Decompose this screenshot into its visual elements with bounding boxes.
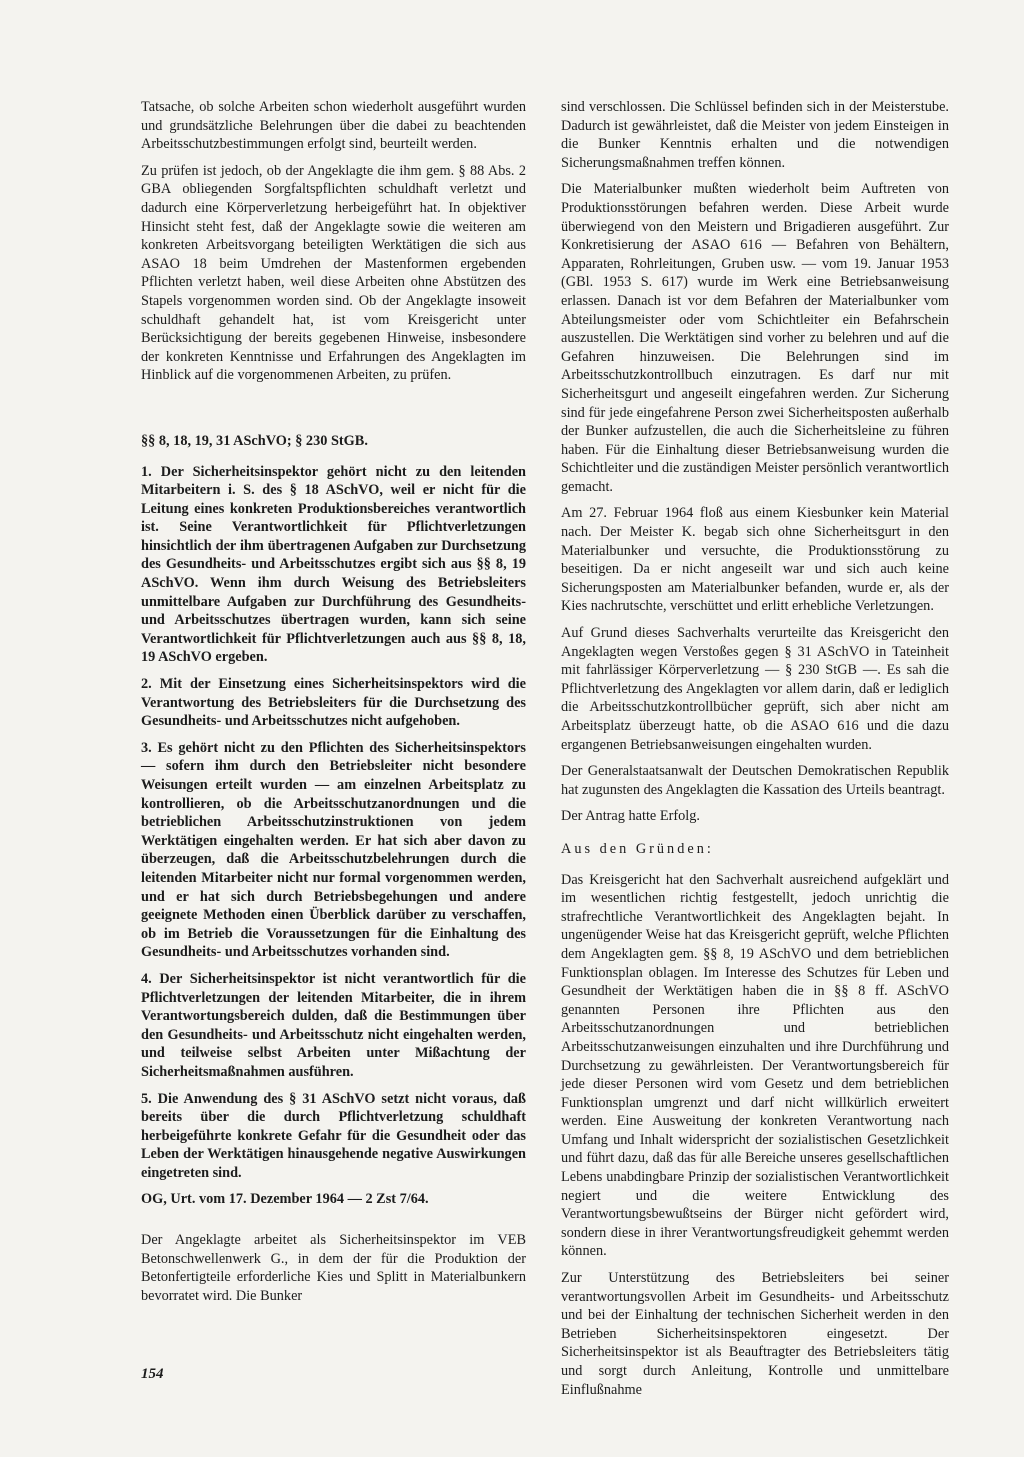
paragraph: Das Kreisgericht hat den Sachverhalt ausreichend aufgeklärt und im wesentlichen richtig festgestellt, jedoch unrichtig die strafrechtliche Verantwortlichkeit des Angeklagten bejaht. In ungenügender Weise hat das Kreisgericht geprüft, welche Pflichten dem Angeklagten gem. §§ 8, 19 ASchVO und dem betrieblichen Funktionsplan oblagen. Im Interesse des Schutzes für Leben und Gesundheit der Werktätigen haben die in §§ 8 ff. ASchVO genannten Personen ihre Pflichten aus den Arbeitsschutzanordnungen und betrieblichen Arbeitsschutzanweisungen einzuhalten und ihre Durchführung und Durchsetzung zu gewährleisten. Der Verantwortungsbereich für jede dieser Personen wird vom Gesetz und dem betrieblichen Funktionsplan umgrenzt und darf nicht willkürlich erweitert werden. Eine Ausweitung der konkreten Verantwortung nach Umfang und Inhalt widerspricht der sozialistischen Gesetzlichkeit und führt dazu, daß das für alle Bereiche unseres gesellschaftlichen Lebens unabdingbare Prinzip der sozialistischen Verantwortlichkeit negiert und die weitere Entwicklung des Verantwortungsbewußtseins der Bürger nicht gefördert wird, sondern diese in ihrer Verantwortungsfreudigkeit gehemmt werden können. [561,871,949,1260]
paragraph: Zu prüfen ist jedoch, ob der Angeklagte die ihm gem. § 88 Abs. 2 GBA obliegenden Sorgfaltspflichten schuldhaft verletzt und dadurch eine Körperverletzung herbeigeführt hat. In objektiver Hinsicht steht fest, daß der Angeklagte sowie die weiteren am konkreten Arbeitsvorgang beteiligten Werktätigen die sich aus ASAO 18 beim Umdrehen der Mastenformen ergebenden Pflichten verletzt haben, weil diese Arbeiten ohne Abstützen des Stapels vorgenommen worden sind. Ob der Angeklagte insoweit schuldhaft gehandelt hat, ist vom Kreisgericht unter Berücksichtigung der bereits gegebenen Hinweise, insbesondere der konkreten Kenntnisse und Erfahrungen des Angeklagten im Hinblick auf die vorgenommenen Arbeiten, zu prüfen. [141,162,526,384]
paragraph: Der Generalstaatsanwalt der Deutschen Demokratischen Republik hat zugunsten des Angeklagten die Kassation des Urteils beantragt. [561,763,949,798]
headnote-3: 3. Es gehört nicht zu den Pflichten des Sicherheitsinspektors — sofern ihm durch den Betriebsleiter nicht besondere Weisungen erteilt wurden — am einzelnen Arbeitsplatz zu kontrollieren, ob die Arbeitsschutzanordnungen und die betrieblichen Arbeitsschutzinstruktionen von jedem Werktätigen eingehalten werden. Er hat sich aber davon zu überzeugen, daß die Arbeitsschutzbelehrungen durch die leitenden Mitarbeiter nicht nur formal vorgenommen werden, und er hat sich durch Betriebsbegehungen und andere geeignete Methoden einen Überblick darüber zu verschaffen, ob im Betrieb die Voraussetzungen für die Einhaltung des Gesundheits- und Arbeitsschutzes vorhanden sind. [141,739,526,961]
paragraph: Zur Unterstützung des Betriebsleiters bei seiner verantwortungsvollen Arbeit im Gesundheits- und Arbeitsschutz und bei der Einhaltung der technischen Sicherheit werden in den Betrieben Sicherheitsinspektoren eingesetzt. Der Sicherheitsinspektor ist als Beauftragter des Betriebsleiters tätig und sorgt durch Anleitung, Kontrolle und unmittelbare Einflußnahme [561,1270,949,1398]
left-column [141,98,526,1313]
paragraph: sind verschlossen. Die Schlüssel befinden sich in der Meisterstube. Dadurch ist gewährleistet, daß die Meister von jedem Einsteigen in die Bunker Kenntnis erhalten und die notwendigen Sicherungsmaßnahmen treffen können. [561,99,949,171]
paragraph: Der Antrag hatte Erfolg. [561,808,700,825]
paragraph: Tatsache, ob solche Arbeiten schon wiederholt ausgeführt wurden und grundsätzliche Belehrungen über die dabei zu beachtenden Arbeitsschutzbestimmungen erfolgt sind, beurteilt werden. [141,99,526,153]
statute-heading: §§ 8, 18, 19, 31 ASchVO; § 230 StGB. [141,432,368,449]
page-number: 154 [141,1366,164,1382]
headnote-1: 1. Der Sicherheitsinspektor gehört nicht zu den leitenden Mitarbeitern i. S. des § 18 ASchVO, weil er nicht für die Leitung eines konkreten Produktionsbereiches verantwortlich ist. Seine Verantwortlichkeit für Pflichtverletzungen hinsichtlich der ihm übertragenen Aufgaben zur Durchsetzung des Gesundheits- und Arbeitsschutzes ergibt sich aus §§ 8, 19 ASchVO. Wenn ihm durch Weisung des Betriebsleiters unmittelbare Aufgaben zur Durchführung des Gesundheits- und Arbeitsschutzes übertragen wurden, kann sich seine Verantwortlichkeit für Pflichtverletzungen auch aus §§ 8, 18, 19 ASchVO ergeben. [141,463,526,666]
headnote-5: 5. Die Anwendung des § 31 ASchVO setzt nicht voraus, daß bereits über die durch Pflichtverletzung schuldhaft herbeigeführte konkrete Gefahr für die Gesundheit oder das Leben der Werktätigen hinausgehende negative Auswirkungen eingetreten sind. [141,1090,526,1181]
section-heading: Aus den Gründen: [561,840,714,857]
paragraph: Die Materialbunker mußten wiederholt beim Auftreten von Produktionsstörungen befahren werden. Diese Arbeit wurde überwiegend von den Meistern und Brigadieren ausgeführt. Zur Konkretisierung der ASAO 616 — Befahren von Behältern, Apparaten, Rohrleitungen, Gruben usw. — vom 19. Januar 1953 (GBl. 1953 S. 617) wurde im Werk eine Betriebsanweisung erlassen. Danach ist vor dem Befahren der Materialbunker vom Abteilungsmeister oder vom Schichtleiter ein Befahrschein auszustellen. Die Werktätigen sind vorher zu belehren und auf die Gefahren hinzuweisen. Die Belehrungen sind im Arbeitsschutzkontrollbuch einzutragen. Es darf nur mit Sicherheitsgurt und angeseilt eingefahren werden. Zur Sicherung sind für jede eingefahrene Person zwei Sicherheitsposten außerhalb der Bunker aufzustellen, die auch die Sicherheitsleine zu führen haben. Für die Einhaltung dieser Betriebsanweisung wurden die Schichtleiter und die zuständigen Meister persönlich verantwortlich gemacht. [561,181,949,495]
paragraph: Am 27. Februar 1964 floß aus einem Kiesbunker kein Material nach. Der Meister K. begab sich ohne Sicherheitsgurt in den Materialbunker und versuchte, die Produktionsstörung zu beseitigen. Da er nicht angeseilt war und sich auch keine Sicherungsposten am Materialbunker befanden, wurde er, als der Kies nachrutschte, verschüttet und erlitt erhebliche Verletzungen. [561,505,949,615]
right-column [561,98,949,1407]
headnote-2: 2. Mit der Einsetzung eines Sicherheitsinspektors wird die Verantwortung des Betriebsleiters für die Durchsetzung des Gesundheits- und Arbeitsschutzes nicht aufgehoben. [141,676,526,730]
case-citation: OG, Urt. vom 17. Dezember 1964 — 2 Zst 7/64. [141,1191,429,1208]
paragraph: Der Angeklagte arbeitet als Sicherheitsinspektor im VEB Betonschwellenwerk G., in dem der für die Produktion der Betonfertigteile erforderliche Kies und Splitt in Materialbunkern bevorratet wird. Die Bunker [141,1232,526,1304]
headnote-4: 4. Der Sicherheitsinspektor ist nicht verantwortlich für die Pflichtverletzungen der leitenden Mitarbeiter, die in ihrem Verantwortungsbereich dulden, daß die Bestimmungen über den Gesundheits- und Arbeitsschutz nicht eingehalten werden, und teilweise selbst Arbeiten unter Mißachtung der Sicherheitsmaßnahmen ausführen. [141,970,526,1080]
paragraph: Auf Grund dieses Sachverhalts verurteilte das Kreisgericht den Angeklagten wegen Verstoßes gegen § 31 ASchVO in Tateinheit mit fahrlässiger Körperverletzung — § 230 StGB —. Es sah die Pflichtverletzung des Angeklagten vor allem darin, daß er lediglich die Arbeitsschutzkontrollbücher geprüft, sich aber nicht am Arbeitsplatz überzeugt hatte, ob die ASAO 616 und die dazu ergangenen Betriebsanweisungen eingehalten wurden. [561,625,949,753]
